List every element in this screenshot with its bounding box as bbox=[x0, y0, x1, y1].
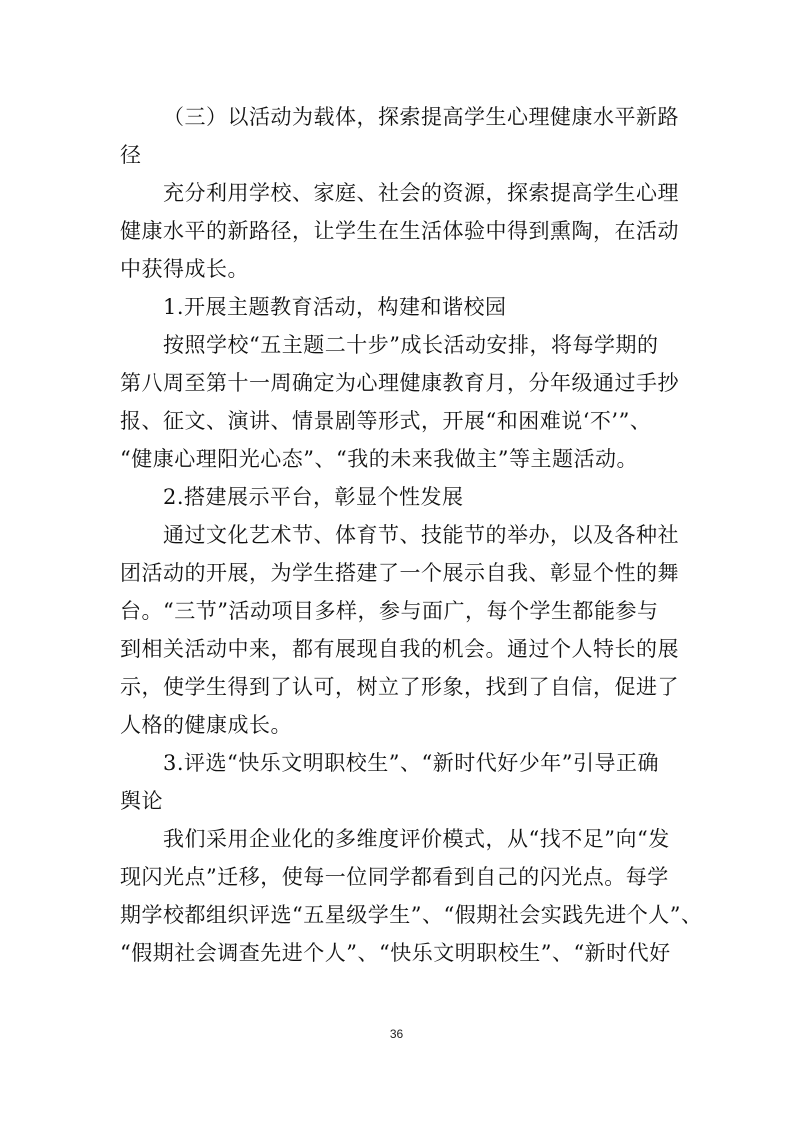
paragraph-line: 现闪光点”迁移，使每一位同学都看到自己的闪光点。每学 bbox=[120, 865, 669, 889]
paragraph-line: 我们采用企业化的多维度评价模式，从“找不足”向“发 bbox=[163, 827, 670, 851]
page-number: 36 bbox=[389, 1027, 404, 1041]
paragraph-line: 台。“三节”活动项目多样，参与面广，每个学生都能参与 bbox=[120, 599, 659, 623]
paragraph-line: 期学校都组织评选“五星级学生”、“假期社会实践先进个人”、 bbox=[120, 903, 703, 927]
paragraph-line: “健康心理阳光心态”、“我的未来我做主”等主题活动。 bbox=[120, 447, 638, 471]
subheading-2: 2.搭建展示平台，彰显个性发展 bbox=[163, 485, 464, 509]
subheading-3-continued: 舆论 bbox=[120, 789, 163, 813]
paragraph-line: 示，使学生得到了认可，树立了形象，找到了自信，促进了 bbox=[120, 675, 679, 699]
paragraph-line: 通过文化艺术节、体育节、技能节的举办，以及各种社 bbox=[163, 523, 679, 547]
paragraph-line: “假期社会调查先进个人”、“快乐文明职校生”、“新时代好 bbox=[120, 941, 671, 965]
paragraph-line: 中获得成长。 bbox=[120, 257, 249, 281]
subheading-1: 1.开展主题教育活动，构建和谐校园 bbox=[163, 295, 507, 319]
paragraph-line: 按照学校“五主题二十步”成长活动安排，将每学期的 bbox=[163, 333, 659, 357]
paragraph-line: 第八周至第十一周确定为心理健康教育月，分年级通过手抄 bbox=[120, 371, 679, 395]
paragraph-line: 团活动的开展，为学生搭建了一个展示自我、彰显个性的舞 bbox=[120, 561, 679, 585]
subheading-3: 3.评选“快乐文明职校生”、“新时代好少年”引导正确 bbox=[163, 751, 659, 775]
paragraph-line: 人格的健康成长。 bbox=[120, 713, 292, 737]
paragraph-line: 充分利用学校、家庭、社会的资源，探索提高学生心理 bbox=[163, 181, 679, 205]
section-heading-line-2: 径 bbox=[120, 143, 142, 167]
paragraph-line: 到相关活动中来，都有展现自我的机会。通过个人特长的展 bbox=[120, 637, 679, 661]
paragraph-line: 报、征文、演讲、情景剧等形式，开展“和困难说‘不’”、 bbox=[120, 409, 652, 433]
paragraph-line: 健康水平的新路径，让学生在生活体验中得到熏陶，在活动 bbox=[120, 219, 679, 243]
body-text bbox=[120, 98, 703, 972]
section-heading-line-1: （三）以活动为载体，探索提高学生心理健康水平新路 bbox=[163, 105, 679, 129]
